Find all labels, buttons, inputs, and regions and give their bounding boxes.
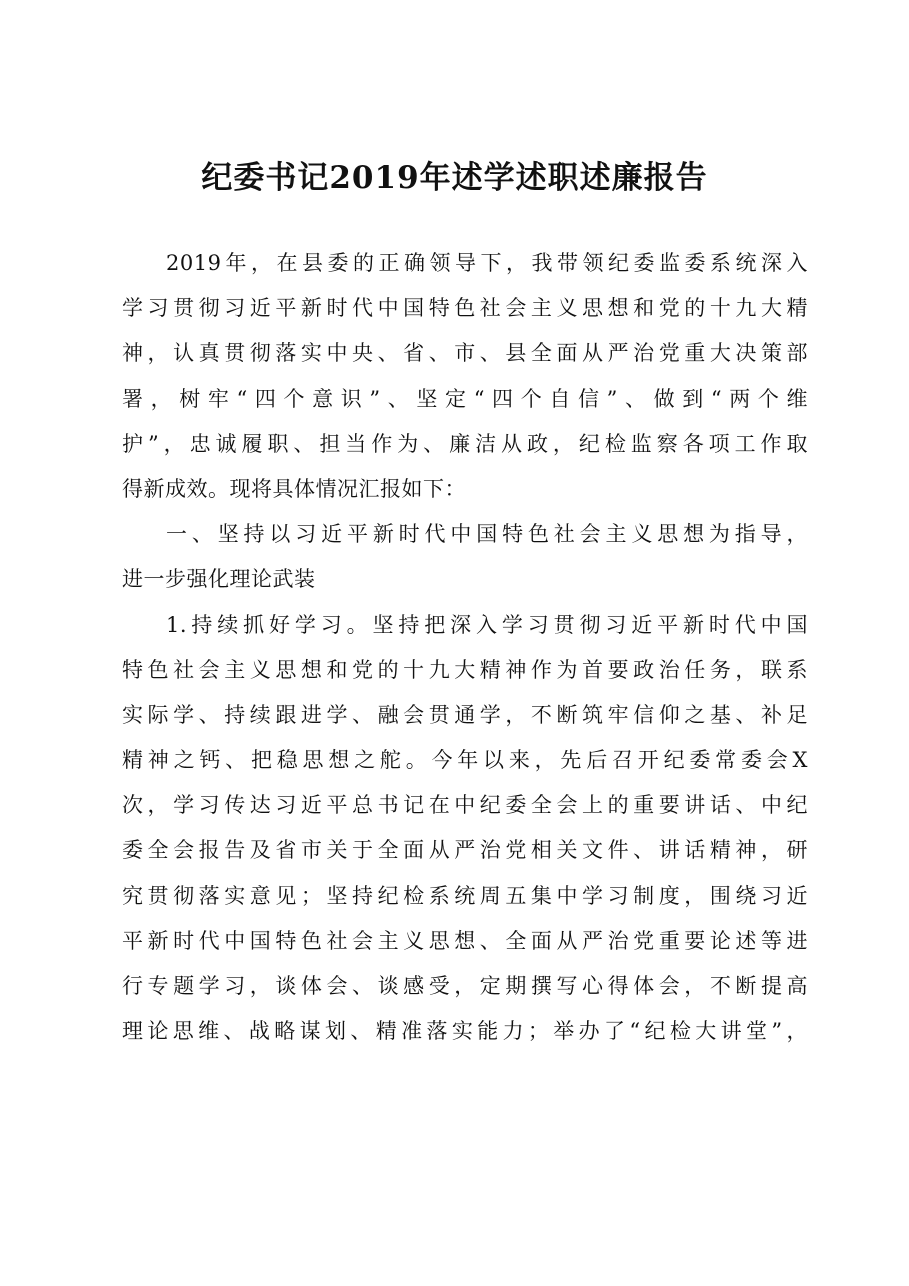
body-line: 得新成效。现将具体情况汇报如下：: [122, 476, 466, 501]
body-line: 精神之钙、把稳思想之舵。今年以来，先后召开纪委常委会X: [122, 748, 808, 773]
body-line: 行专题学习，谈体会、谈感受，定期撰写心得体会，不断提高: [122, 974, 808, 998]
document-body: [122, 241, 808, 1054]
body-line: 委全会报告及省市关于全面从严治党相关文件、讲话精神，研: [122, 838, 808, 863]
body-line: 护”，忠诚履职、担当作为、廉洁从政，纪检监察各项工作取: [122, 431, 808, 456]
body-line: 署，树牢“四个意识”、坚定“四个自信”、做到“两个维: [122, 386, 808, 411]
body-line: 2019年，在县委的正确领导下，我带领纪委监委系统深入: [166, 251, 808, 275]
body-line: 学习贯彻习近平新时代中国特色社会主义思想和党的十九大精: [122, 296, 808, 321]
body-line: 特色社会主义思想和党的十九大精神作为首要政治任务，联系: [122, 657, 808, 682]
body-line: 实际学、持续跟进学、融会贯通学，不断筑牢信仰之基、补足: [122, 702, 808, 727]
body-line: 究贯彻落实意见；坚持纪检系统周五集中学习制度，围绕习近: [122, 883, 808, 908]
body-line: 平新时代中国特色社会主义思想、全面从严治党重要论述等进: [122, 928, 808, 953]
body-line: 神，认真贯彻落实中央、省、市、县全面从严治党重大决策部: [122, 341, 808, 366]
section-heading-line: 进一步强化理论武装: [122, 567, 316, 592]
body-line: 1.持续抓好学习。坚持把深入学习贯彻习近平新时代中国: [166, 612, 808, 637]
section-heading-line: 一、坚持以习近平新时代中国特色社会主义思想为指导，: [166, 522, 808, 547]
body-line: 理论思维、战略谋划、精准落实能力；举办了“纪检大讲堂”，: [122, 1019, 808, 1044]
body-line: 次，学习传达习近平总书记在中纪委全会上的重要讲话、中纪: [122, 793, 808, 818]
document-title: 纪委书记2019年述学述职述廉报告: [201, 160, 708, 196]
